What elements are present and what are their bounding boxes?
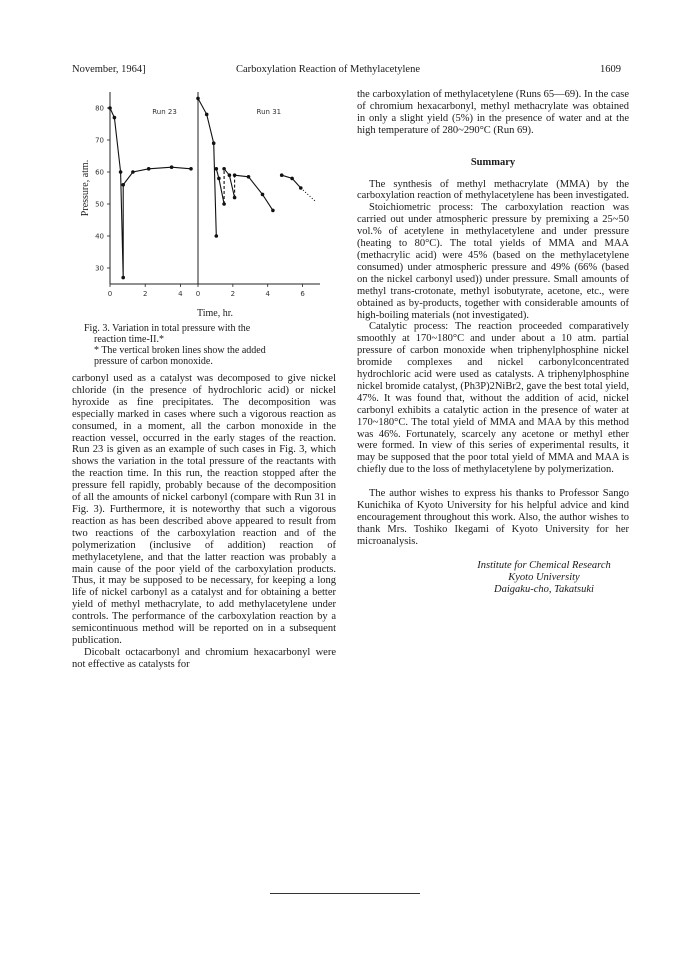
footer-rule <box>270 893 420 894</box>
data-point <box>217 177 221 181</box>
summary-paragraph: The synthesis of methyl methacrylate (MMA) by the carboxylation reaction of methylacetylene has been investigated. <box>357 178 630 202</box>
data-point <box>290 177 294 181</box>
caption-note: * The vertical broken lines show the added <box>94 345 266 356</box>
affiliation-line: Daigaku-cho, Takatsuki <box>494 583 594 595</box>
data-point <box>215 167 219 171</box>
y-tick-label: 60 <box>95 168 104 177</box>
data-point <box>170 165 174 169</box>
run-label: Run 31 <box>256 108 282 116</box>
data-point <box>205 113 209 117</box>
x-tick-label: 2 <box>230 290 236 298</box>
data-point <box>247 175 251 179</box>
y-tick-label: 40 <box>95 232 104 241</box>
acknowledgement-paragraph: The author wishes to express his thanks to Professor Sango Kunichika of Kyoto University for his helpful advice and kind encouragement throughout this work. Also, the author wishes to thank Mrs. Toshiko Ikegami of Kyoto University for her microanalysis. <box>357 488 629 547</box>
data-point <box>119 170 123 174</box>
x-axis-title: Time, hr. <box>196 308 234 319</box>
left-text-column <box>72 373 336 671</box>
pressure-curve <box>301 188 315 201</box>
body-paragraph: the carboxylation of methylacetylene (Runs 65—69). In the case of chromium hexacarbonyl, methyl methacrylate was obtained in only a slight yield (5%) in the presence of water and at the high temperature of 280~290°C (Run 69). <box>357 89 629 136</box>
y-tick-label: 70 <box>95 136 104 145</box>
data-point <box>196 97 200 101</box>
run-label: Run 23 <box>152 108 177 116</box>
pressure-curve <box>110 108 191 278</box>
x-tick-label: 4 <box>178 290 183 298</box>
y-axis-title: Pressure, atm. <box>80 159 91 217</box>
data-point <box>121 183 125 187</box>
affiliation-line: Kyoto University <box>508 571 580 583</box>
pressure-curve <box>224 169 235 198</box>
data-point <box>280 173 284 177</box>
data-point <box>212 141 216 145</box>
data-point <box>271 209 275 213</box>
y-tick-label: 50 <box>95 200 104 209</box>
author-affiliation <box>357 560 629 596</box>
caption-line: reaction time-II.* <box>94 334 164 345</box>
pressure-time-chart <box>72 88 336 320</box>
data-point <box>222 167 226 171</box>
pressure-curve <box>216 169 224 204</box>
data-point <box>113 116 117 120</box>
running-header-date: November, 1964] <box>72 64 146 75</box>
data-point <box>121 276 125 280</box>
y-tick-label: 30 <box>95 264 104 273</box>
x-tick-label: 2 <box>142 290 148 298</box>
pressure-curve <box>235 175 273 210</box>
page-number: 1609 <box>600 64 621 75</box>
x-tick-label: 6 <box>300 290 305 298</box>
data-point <box>131 170 135 174</box>
data-point <box>189 167 193 171</box>
right-text-column <box>357 89 629 596</box>
data-point <box>299 186 303 190</box>
x-tick-label: 4 <box>265 290 270 298</box>
body-paragraph: carbonyl used as a catalyst was decomposed to give nickel chloride (in the presence of hydrochloric acid) or nickel hyroxide as fine precipitates. The decomposition was especially marked in cases where such a vigorous reaction as consumed, in a moment, all the carbon monoxide in the reaction vessel, occurred in the early stages of the reaction. Run 23 is given as an example of such cases in Fig. 3, which shows the variation in the total pressure of the reactants with the reaction time. In this run, the reaction stopped after the pressure fell rapidly, probably because of the decomposition of all the amounts of nickel carbonyl (compare with Run 31 in Fig. 3). Furthermore, it is noteworthy that such a vigorous reaction as has been described above appeared to result from two reactions of the carboxylation reaction and of the polymerization (inclusive of addition) reaction of methylacetylene, and that the latter reaction was probably a main cause of the poor yield of the carboxylation products. Thus, it may be supposed to be necessary, for keeping a long life of nickel carbonyl as a catalyst and for obtaining a better yield of methyl methacrylate, to add methylacetylene under controls. The performance of the carboxylation reaction by a semicontinuous method will be reported on in a subsequent publication. <box>72 373 336 646</box>
data-point <box>215 234 219 238</box>
body-paragraph: Dicobalt octacarbonyl and chromium hexacarbonyl were not effective as catalysts for <box>72 646 336 670</box>
data-point <box>108 106 112 110</box>
data-point <box>233 173 237 177</box>
affiliation-line: Institute for Chemical Research <box>477 559 611 571</box>
pressure-curve <box>198 98 216 236</box>
summary-paragraph: Stoichiometric process: The carboxylation reaction was carried out under atmospheric pressure by premixing a 25~50 vol.% of acetylene in methylacetylene and under pressure (heating to 80°C). The total yields of MMA and MAA (methacrylic acid) were 45% (based on the methylacetylene consumed) under atmospheric pressure and 49% (66% (based on the nickel carbonyl used)) under pressure. Small amounts of methyl trans-crotonate, methyl isobutyrate, acetone, etc., were obtained as by-products, together with considerable amounts of high-boiling materials (not investigated). <box>357 202 629 321</box>
caption-line: Fig. 3. Variation in total pressure with the <box>84 323 251 334</box>
summary-heading: Summary <box>470 156 516 168</box>
x-tick-label: 0 <box>195 290 201 298</box>
x-tick-label: 0 <box>107 290 113 298</box>
data-point <box>228 173 232 177</box>
summary-paragraph: Catalytic process: The reaction proceeded comparatively smoothly at 170~180°C and under about a 10 atm. partial pressure of carbon monoxide when triphenylphosphine nickel bromide complexes and nickel carbonylconcentrated hydrochloric acid were used as catalysts. A triphenylphosphine nickel bromide catalyst, (Ph3P)2NiBr2, gave the best total yield, 47%. It was found that, without the addition of acid, nickel carbonyl exhibits a catalytic action in the presence of water at 170~180°C. The total yield of MMA and MAA by this method was 46%. Fortunately, scarcely any acetone or methyl ether were formed. In view of this series of experimental results, it may be supposed that the poor total yield of MMA and MAA is chiefly due to the loss of methylacetylene by polymerization. <box>357 321 629 476</box>
running-header-title: Carboxylation Reaction of Methylacetylene <box>236 64 420 75</box>
caption-note: pressure of carbon monoxide. <box>94 356 213 367</box>
data-point <box>261 193 265 197</box>
figure-caption <box>84 323 336 367</box>
data-point <box>147 167 151 171</box>
y-tick-label: 80 <box>95 104 104 113</box>
